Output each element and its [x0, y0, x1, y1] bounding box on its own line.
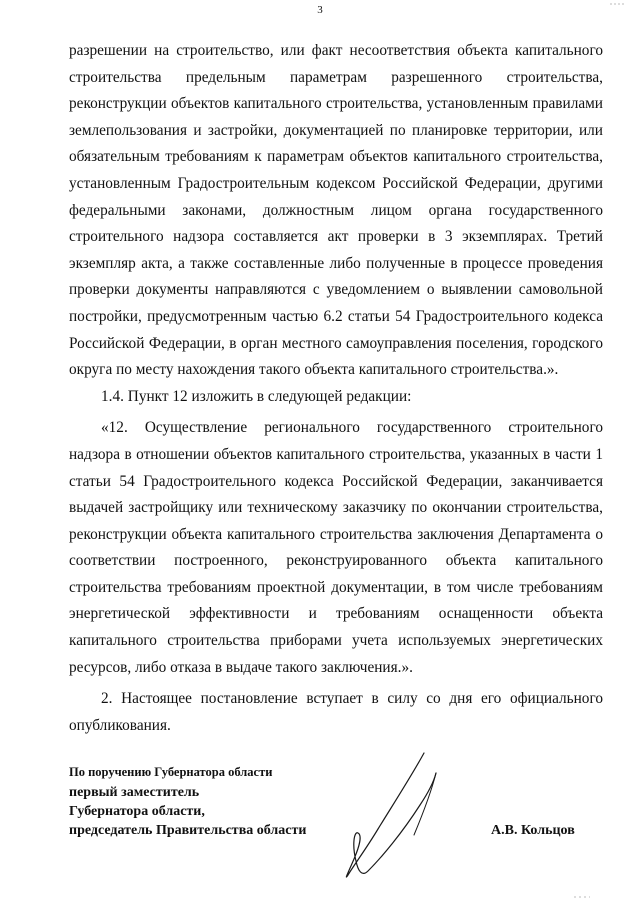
corner-scan-mark — [608, 0, 628, 8]
paragraph-continuation: разрешении на строительство, или факт несоответствия объекта капитального строительства предельным параметрам разрешенного строительства, реконструкции объектов капитального строительства, установленным правилами землепользования и застройки, документацией по планировке территории, или обязательным требованиям к параметрам объектов капитального строительства, установленным Градостроительным кодексом Российской Федерации, другими федеральными законами, должностным лицом органа государственного строительного надзора составляется акт проверки в 3 экземплярах. Третий экземпляр акта, а также составленные либо полученные в процессе проведения проверки документы направляются с уведомлением о выявлении самовольной постройки, предусмотренным частью 6.2 статьи 54 Градостроительного кодекса Российской Федерации, в орган местного самоуправления поселения, городского округа по месту нахождения такого объекта капитального строительства.». — [69, 42, 603, 379]
handwritten-signature — [332, 745, 462, 885]
page-number: 3 — [317, 4, 323, 16]
corner-scan-mark-bottom — [572, 893, 592, 901]
paragraph-item-12: «12. Осуществление регионального государственного строительного надзора в отношении объектов капитального строительства, указанных в части 1 статьи 54 Градостроительного кодекса Российской Федерации, заканчивается выдачей застройщику или техническому заказчику по окончании строительства, реконструкции объекта капитального строительства заключения Департамента о соответствии построенного, реконструированного объекта капитального строительства требованиям проектной документации, в том числе требованиям энергетической эффективности и требованиям оснащенности объекта капитального строительства приборами учета используемых энергетических ресурсов, либо отказа в выдаче такого заключения.». — [69, 419, 603, 676]
signature-title-line-3: председатель Правительства области — [69, 823, 307, 838]
signature-title-line-2: Губернатора области, — [69, 804, 205, 819]
paragraph-item-1-4: 1.4. Пункт 12 изложить в следующей редакции: — [101, 387, 412, 405]
signature-pre-title: По поручению Губернатора области — [69, 765, 273, 779]
signature-title-line-1: первый заместитель — [69, 785, 200, 800]
document-body — [69, 38, 603, 739]
paragraph-item-2: 2. Настоящее постановление вступает в силу со дня его официального опубликования. — [69, 690, 603, 734]
signatory-name: А.В. Кольцов — [491, 823, 575, 838]
